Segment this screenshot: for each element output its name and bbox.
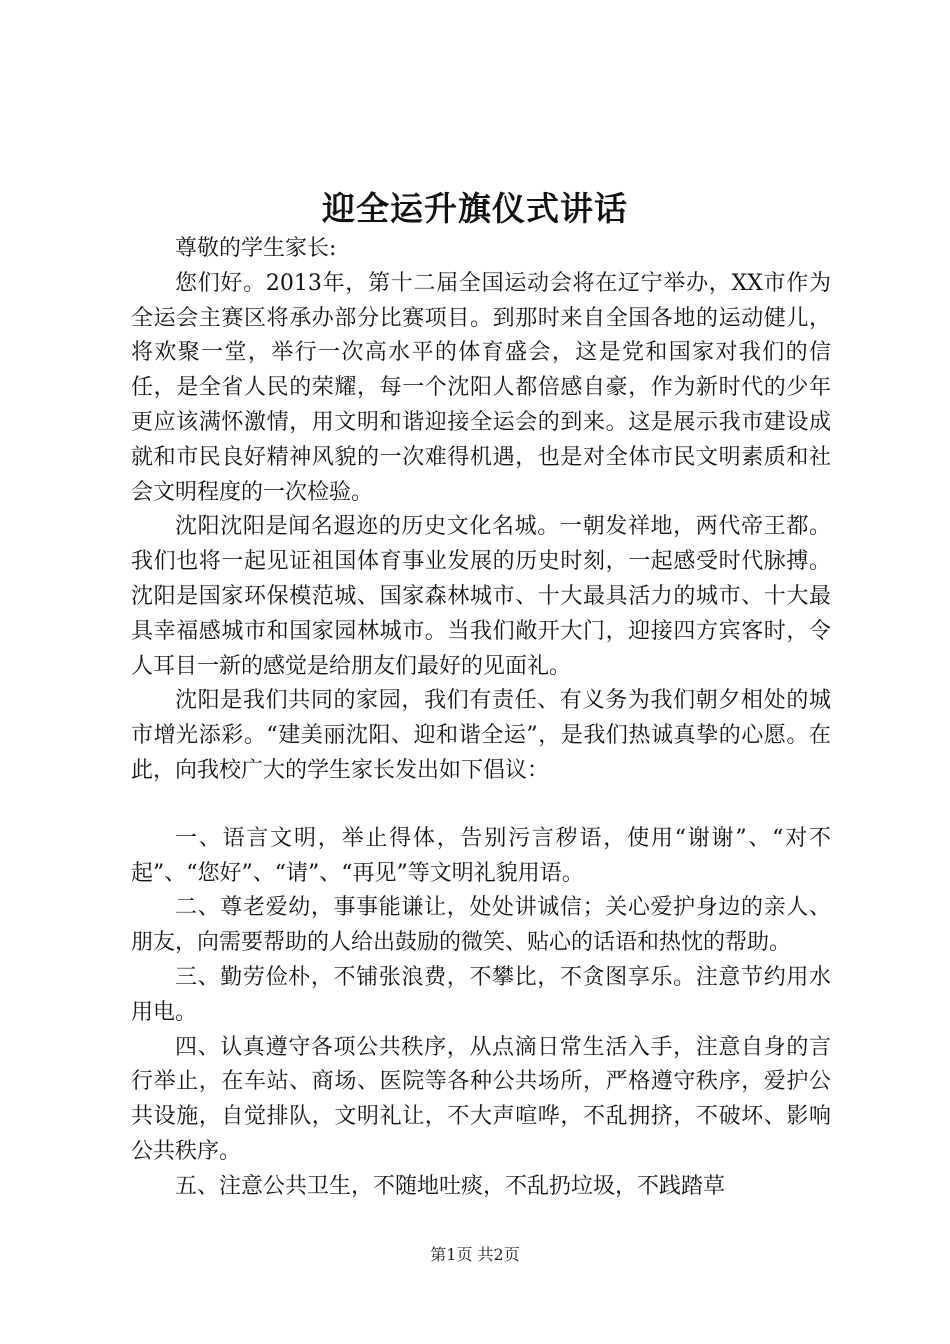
proposal-item-5: 五、注意公共卫生，不随地吐痰，不乱扔垃圾，不践踏草: [175, 1173, 726, 1199]
proposal-item-1: 一、语言文明，举止得体，告别污言秽语，使用“谢谢”、“对不起”、“您好”、“请”、“再见”等文明礼貌用语。: [131, 825, 831, 886]
salutation: 尊敬的学生家长:: [175, 236, 337, 261]
proposal-item-4: 四、认真遵守各项公共秩序，从点滴日常生活入手，注意自身的言行举止，在车站、商场、医院等各种公共场所，严格遵守秩序，爱护公共设施，自觉排队，文明礼让，不大声喧哗，不乱拥挤，不破坏、影响公共秩序。: [131, 1034, 831, 1164]
proposal-item-3: 三、勤劳俭朴，不铺张浪费，不攀比，不贪图享乐。注意节约用水用电。: [131, 964, 831, 1025]
paragraph-greeting: 您们好。2013年，第十二届全国运动会将在辽宁举办，XX市作为全运会主赛区将承办部分比赛项目。到那时来自全国各地的运动健儿，将欢聚一堂，举行一次高水平的体育盛会，这是党和国家对我们的信任，是全省人民的荣耀，每一个沈阳人都倍感自豪，作为新时代的少年更应该满怀激情，用文明和谐迎接全运会的到来。这是展示我市建设成就和市民良好精神风貌的一次难得机遇，也是对全体市民文明素质和社会文明程度的一次检验。: [131, 270, 831, 505]
proposal-item-2: 二、尊老爱幼，事事能谦让，处处讲诚信；关心爱护身边的亲人、朋友，向需要帮助的人给出鼓励的微笑、贴心的话语和热忱的帮助。: [131, 895, 831, 956]
document-title: 迎全运升旗仪式讲话: [322, 189, 628, 228]
paragraph-city-history: 沈阳沈阳是闻名遐迩的历史文化名城。一朝发祥地，两代帝王都。我们也将一起见证祖国体育事业发展的历史时刻，一起感受时代脉搏。沈阳是国家环保模范城、国家森林城市、十大最具活力的城市、十大最具幸福感城市和国家园林城市。当我们敞开大门，迎接四方宾客时，令人耳目一新的感觉是给朋友们最好的见面礼。: [131, 514, 831, 679]
document-body: [131, 232, 831, 1205]
page-footer: 第1页 共2页: [430, 1245, 520, 1264]
paragraph-call-to-action: 沈阳是我们共同的家园，我们有责任、有义务为我们朝夕相处的城市增光添彩。“建美丽沈阳、迎和谐全运”，是我们热诚真挚的心愿。在此，向我校广大的学生家长发出如下倡议：: [131, 688, 831, 783]
